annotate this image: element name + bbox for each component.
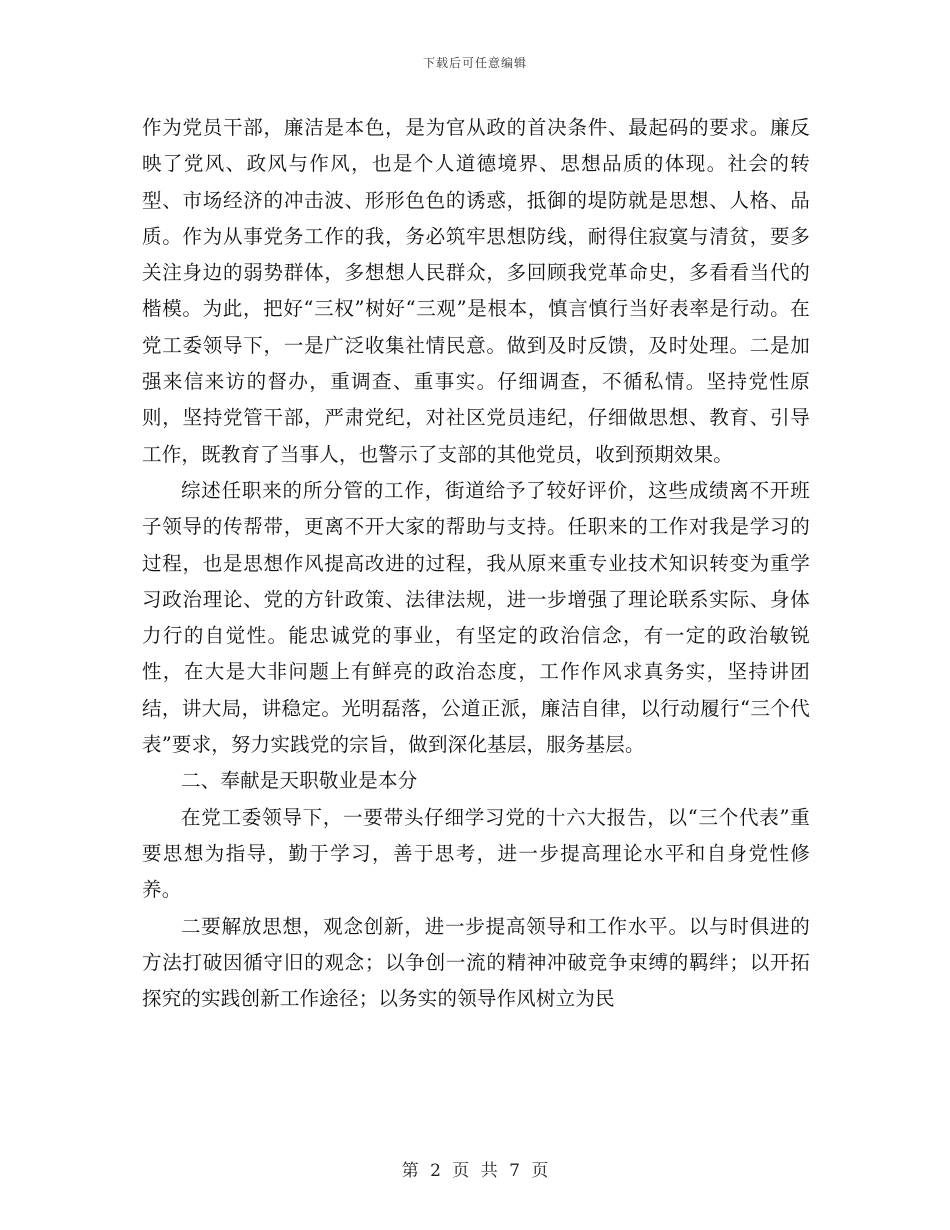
paragraph-3: 在党工委领导下，一要带头仔细学习党的十六大报告，以“三个代表”重要思想为指导，勤于学习，善于思考，进一步提高理论水平和自身党性修养。 bbox=[142, 805, 810, 902]
paragraph-1: 作为党员干部，廉洁是本色，是为官从政的首决条件、最起码的要求。廉反映了党风、政风与作风，也是个人道德境界、思想品质的体现。社会的转型、市场经济的冲击波、形形色色的诱惑，抵御的堤防就是思想、人格、品质。作为从事党务工作的我，务必筑牢思想防线，耐得住寂寞与清贫，要多关注身边的弱势群体，多想想人民群众，多回顾我党革命史，多看看当代的楷模。为此，把好“三权”树好“三观”是根本，慎言慎行当好表率是行动。在党工委领导下，一是广泛收集社情民意。做到及时反馈，及时处理。二是加强来信来访的督办，重调查、重事实。仔细调查，不循私情。坚持党性原则，坚持党管干部，严肃党纪，对社区党员违纪，仔细做思想、教育、引导工作，既教育了当事人，也警示了支部的其他党员，收到预期效果。 bbox=[142, 116, 810, 466]
paragraph-4: 二要解放思想，观念创新，进一步提高领导和工作水平。以与时俱进的方法打破因循守旧的观念；以争创一流的精神冲破竞争束缚的羁绊；以开拓探究的实践创新工作途径；以务实的领导作风树立为民 bbox=[142, 914, 810, 1011]
page-number: 第 2 页 共 7 页 bbox=[401, 1161, 549, 1181]
document-body bbox=[142, 110, 810, 1017]
section-heading: 二、奉献是天职敬业是本分 bbox=[181, 769, 418, 793]
page-header: 下载后可任意编辑 bbox=[422, 56, 527, 70]
paragraph-2: 综述任职来的所分管的工作，街道给予了较好评价，这些成绩离不开班子领导的传帮带，更离不开大家的帮助与支持。任职来的工作对我是学习的过程，也是思想作风提高改进的过程，我从原来重专业技术知识转变为重学习政治理论、党的方针政策、法律法规，进一步增强了理论联系实际、身体力行的自觉性。能忠诚党的事业，有坚定的政治信念，有一定的政治敏锐性，在大是大非问题上有鲜亮的政治态度，工作作风求真务实，坚持讲团结，讲大局，讲稳定。光明磊落，公道正派，廉洁自律，以行动履行“三个代表”要求，努力实践党的宗旨，做到深化基层，服务基层。 bbox=[142, 478, 810, 757]
